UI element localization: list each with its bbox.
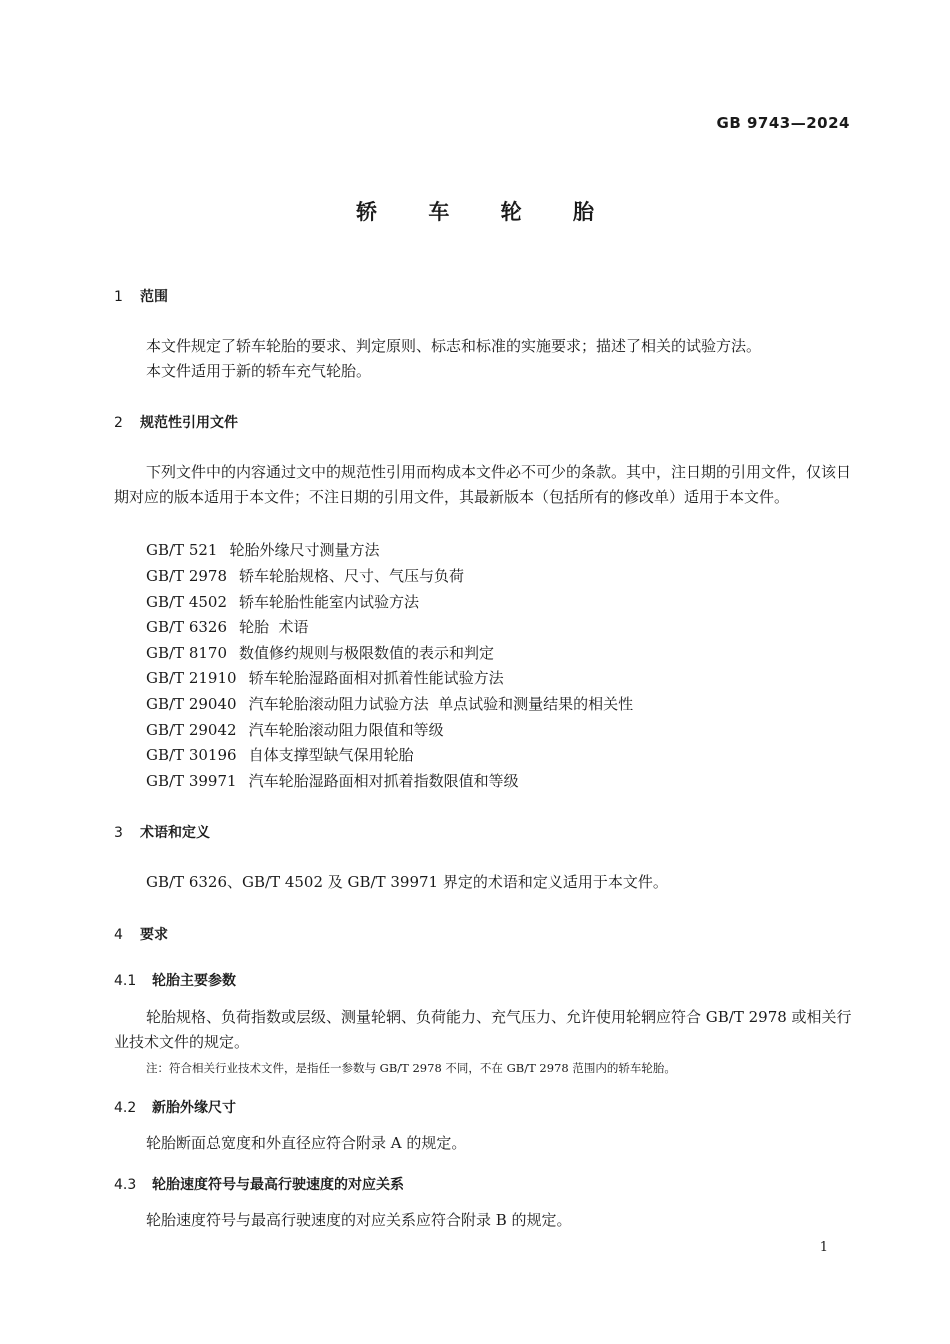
paragraph: 本文件适用于新的轿车充气轮胎。 (146, 362, 372, 380)
reference-title: 轮胎 术语 (239, 618, 309, 636)
subsection-4-1-heading (114, 970, 236, 990)
section-1-heading (114, 286, 168, 306)
note: 注：符合相关行业技术文件，是指任一参数与 GB/T 2978 不同，不在 GB/T 2978 范围内的轿车轮胎。 (146, 1061, 676, 1075)
reference-title: 轿车轮胎规格、尺寸、气压与负荷 (239, 567, 465, 585)
section-title: 范围 (140, 289, 168, 305)
paragraph: 下列文件中的内容通过文中的规范性引用而构成本文件必不可少的条款。其中，注日期的引用文件，仅该日期对应的版本适用于本文件；不注日期的引用文件，其最新版本（包括所有的修改单）适用于本文件。 (114, 463, 852, 506)
section-number: 4 (114, 927, 123, 943)
reference-title: 数值修约规则与极限数值的表示和判定 (239, 644, 495, 662)
section-title: 轮胎速度符号与最高行驶速度的对应关系 (152, 1177, 404, 1193)
section-title: 要求 (140, 927, 168, 943)
section-4-heading (114, 924, 168, 944)
reference-item (146, 565, 464, 586)
paragraph: 轮胎断面总宽度和外直径应符合附录 A 的规定。 (146, 1134, 467, 1152)
reference-item (146, 616, 309, 637)
reference-item (146, 539, 379, 560)
reference-title: 轿车轮胎性能室内试验方法 (239, 593, 420, 611)
reference-code: GB/T 21910 (146, 669, 237, 687)
standard-number: GB 9743—2024 (716, 114, 850, 132)
reference-title: 自体支撑型缺气保用轮胎 (248, 746, 414, 764)
section-number: 4.2 (114, 1100, 137, 1116)
reference-code: GB/T 30196 (146, 746, 237, 764)
section-2-heading (114, 412, 238, 432)
page-number: 1 (819, 1240, 828, 1255)
section-title: 新胎外缘尺寸 (152, 1100, 236, 1116)
paragraph: GB/T 6326、GB/T 4502 及 GB/T 39971 界定的术语和定义适用于本文件。 (146, 873, 668, 891)
section-title: 规范性引用文件 (140, 415, 238, 431)
reference-code: GB/T 521 (146, 541, 218, 559)
reference-code: GB/T 4502 (146, 593, 228, 611)
section-number: 3 (114, 825, 123, 841)
subsection-4-2-heading (114, 1097, 236, 1117)
paragraph: 轮胎速度符号与最高行驶速度的对应关系应符合附录 B 的规定。 (146, 1211, 572, 1229)
reference-title: 轿车轮胎湿路面相对抓着性能试验方法 (248, 669, 504, 687)
section-number: 1 (114, 289, 123, 305)
section-title: 轮胎主要参数 (152, 973, 236, 989)
reference-item (146, 642, 494, 663)
reference-item (146, 744, 414, 765)
reference-code: GB/T 6326 (146, 618, 228, 636)
reference-title: 汽车轮胎滚动阻力限值和等级 (248, 721, 444, 739)
document-title: 轿 车 轮 胎 (356, 200, 616, 224)
section-number: 4.3 (114, 1177, 137, 1193)
reference-code: GB/T 29040 (146, 695, 237, 713)
reference-item (146, 719, 444, 740)
reference-item (146, 770, 519, 791)
reference-item (146, 693, 633, 714)
reference-code: GB/T 2978 (146, 567, 228, 585)
reference-code: GB/T 39971 (146, 772, 237, 790)
section-number: 4.1 (114, 973, 137, 989)
section-title: 术语和定义 (140, 825, 210, 841)
section-3-heading (114, 822, 210, 842)
reference-title: 汽车轮胎滚动阻力试验方法 单点试验和测量结果的相关性 (248, 695, 634, 713)
reference-item (146, 591, 419, 612)
paragraph: 轮胎规格、负荷指数或层级、测量轮辋、负荷能力、充气压力、允许使用轮辋应符合 GB/T 2978 或相关行业技术文件的规定。 (114, 1008, 852, 1051)
paragraph: 本文件规定了轿车轮胎的要求、判定原则、标志和标准的实施要求；描述了相关的试验方法。 (146, 337, 762, 355)
reference-code: GB/T 8170 (146, 644, 228, 662)
subsection-4-3-heading (114, 1174, 404, 1194)
reference-code: GB/T 29042 (146, 721, 237, 739)
reference-title: 轮胎外缘尺寸测量方法 (229, 541, 380, 559)
reference-title: 汽车轮胎湿路面相对抓着指数限值和等级 (248, 772, 519, 790)
section-number: 2 (114, 415, 123, 431)
reference-item (146, 667, 504, 688)
